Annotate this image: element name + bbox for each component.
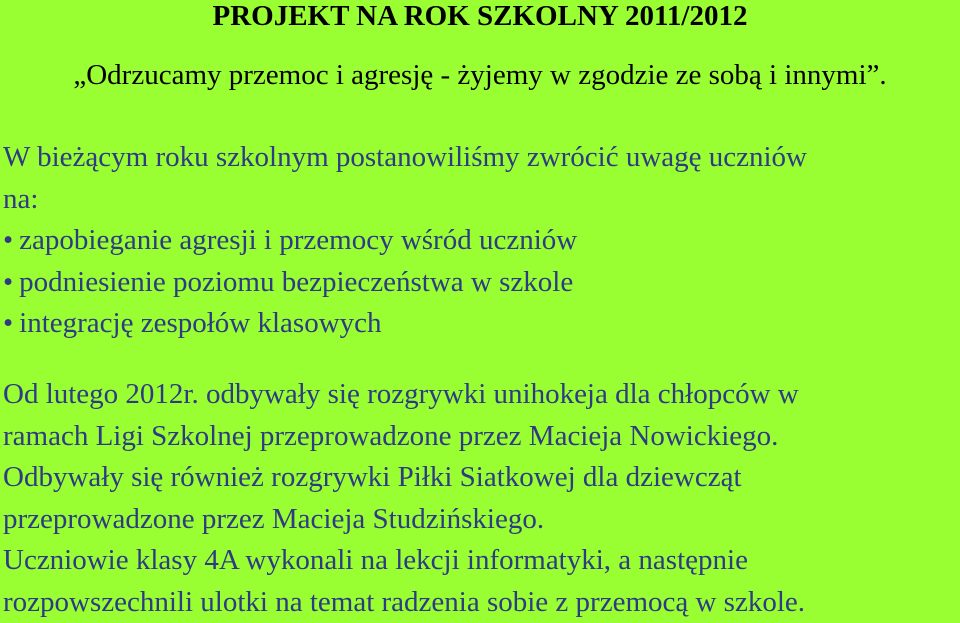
list-item — [3, 220, 577, 262]
list-item-label: integrację zespołów klasowych — [19, 307, 381, 339]
paragraph-line: przeprowadzone przez Macieja Studzińskiego. — [3, 499, 958, 541]
paragraph-line: Od lutego 2012r. odbywały się rozgrywki unihokeja dla chłopców w — [3, 374, 958, 416]
goals-list — [3, 220, 577, 345]
intro-line: na: — [3, 179, 958, 221]
paragraph-line: Uczniowie klasy 4A wykonali na lekcji informatyki, a następnie — [3, 540, 958, 582]
paragraph-line: ramach Ligi Szkolnej przeprowadzone przez Macieja Nowickiego. — [3, 416, 958, 458]
list-item-label: zapobieganie agresji i przemocy wśród uczniów — [19, 224, 577, 256]
bullet-icon: • — [3, 307, 13, 339]
list-item-label: podniesienie poziomu bezpieczeństwa w szkole — [19, 266, 573, 298]
paragraph-line: Odbywały się również rozgrywki Piłki Siatkowej dla dziewcząt — [3, 457, 958, 499]
intro-text — [3, 137, 958, 220]
list-item — [3, 303, 577, 345]
activities-paragraph — [3, 374, 958, 623]
project-motto: „Odrzucamy przemoc i agresję - żyjemy w zgodzie ze sobą i innymi”. — [0, 57, 960, 93]
intro-line: W bieżącym roku szkolnym postanowiliśmy zwrócić uwagę uczniów — [3, 137, 958, 179]
list-item — [3, 262, 577, 304]
bullet-icon: • — [3, 266, 13, 298]
paragraph-line: rozpowszechnili ulotki na temat radzenia sobie z przemocą w szkole. — [3, 582, 958, 623]
bullet-icon: • — [3, 224, 13, 256]
page-title: PROJEKT NA ROK SZKOLNY 2011/2012 — [0, 0, 960, 34]
